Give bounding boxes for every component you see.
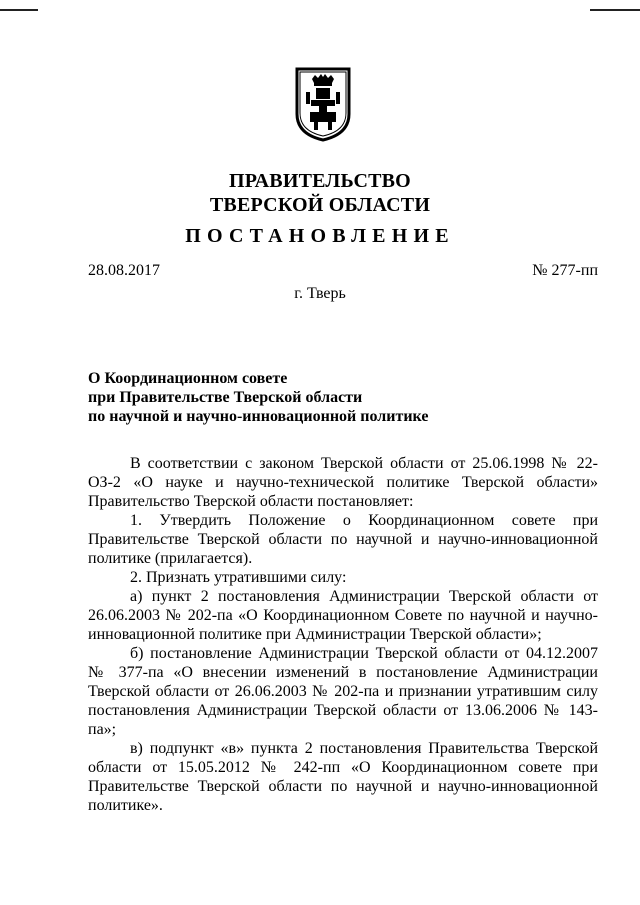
document-number: № 277-пп: [532, 262, 598, 279]
body-paragraph-item-1: 1. Утвердить Положение о Координационном совете при Правительстве Тверской области по научной и научно-инновационной политике (прилагается).: [88, 512, 598, 567]
document-subject: [88, 369, 428, 426]
tver-coat-of-arms-icon: [294, 66, 352, 142]
body-paragraph-item-2c: в) подпункт «в» пункта 2 постановления Правительства Тверской области от 15.05.2012 № 242-пп «О Координационном совете при Правительстве Тверской области по научной и научно-инновационной политике».: [88, 740, 598, 814]
document-body: [88, 454, 598, 815]
government-title-line2: ТВЕРСКОЙ ОБЛАСТИ: [209, 194, 431, 216]
scan-edge-mark-right: [590, 9, 640, 11]
subject-line-1: О Координационном совете: [88, 370, 288, 387]
document-type-heading: ПОСТАНОВЛЕНИЕ: [185, 225, 455, 247]
government-title-line1: ПРАВИТЕЛЬСТВО: [229, 170, 411, 192]
document-city: г. Тверь: [294, 285, 346, 302]
document-date: 28.08.2017: [88, 262, 160, 279]
body-paragraph-item-2b: б) постановление Администрации Тверской области от 04.12.2007 № 377-па «О внесении изменений в постановление Администрации Тверской области от 26.06.2003 № 202-па и признании утратившим силу постановления Администрации Тверской области от 13.06.2006 № 143-па»;: [88, 645, 598, 738]
body-paragraph-preamble: В соответствии с законом Тверской области от 25.06.1998 № 22-ОЗ-2 «О науке и научно-технической политике Тверской области» Правительство Тверской области постановляет:: [88, 455, 598, 510]
body-paragraph-item-2a: а) пункт 2 постановления Администрации Тверской области от 26.06.2003 № 202-па «О Координационном Совете по научной и научно-инновационной политике при Администрации Тверской области»;: [88, 588, 598, 643]
body-paragraph-item-2: 2. Признать утратившими силу:: [130, 569, 347, 586]
subject-line-2: при Правительстве Тверской области: [88, 389, 363, 406]
subject-line-3: по научной и научно-инновационной политике: [88, 408, 429, 425]
scan-edge-mark-left: [0, 9, 38, 11]
